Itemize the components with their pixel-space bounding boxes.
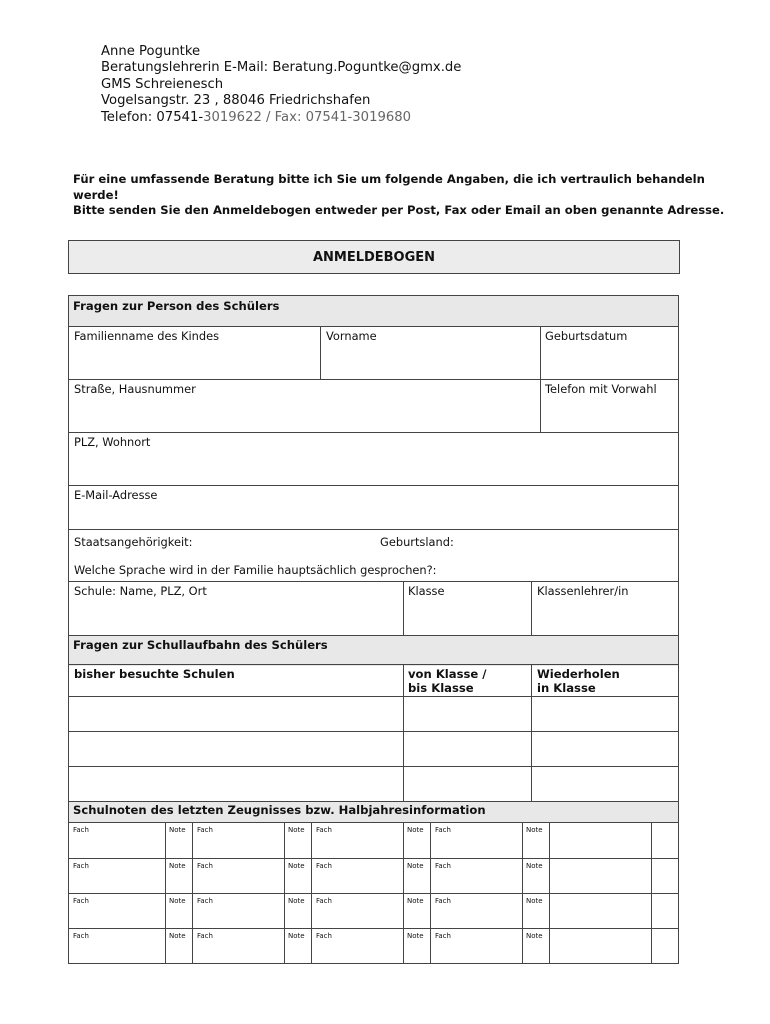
label-fach: Fach [197, 826, 213, 834]
grade-note-cell[interactable] [166, 894, 192, 928]
label-schule: Schule: Name, PLZ, Ort [74, 584, 207, 598]
label-fach: Fach [316, 897, 332, 905]
header-wiederholen [532, 665, 678, 696]
label-fach: Fach [435, 862, 451, 870]
contact-role-email: Beratungslehrerin E-Mail: Beratung.Poguntke@gmx.de [101, 60, 462, 76]
label-sprache: Welche Sprache wird in der Familie hauptsächlich gesprochen?: [74, 563, 437, 577]
grade-fach-cell[interactable] [431, 894, 522, 928]
grade-note-cell[interactable] [404, 823, 430, 858]
section-person-label: Fragen zur Person des Schülers [73, 299, 280, 313]
grade-extra-cell[interactable] [550, 894, 651, 928]
grade-fach-cell[interactable] [431, 929, 522, 963]
school-class-range-cell[interactable] [404, 767, 531, 801]
grade-extra-cell[interactable] [652, 823, 678, 858]
label-note: Note [288, 826, 305, 834]
contact-phone [101, 110, 461, 126]
label-note: Note [526, 897, 543, 905]
grade-note-cell[interactable] [285, 929, 311, 963]
grade-fach-cell[interactable] [431, 859, 522, 893]
field-strasse[interactable] [69, 380, 540, 432]
label-note: Note [526, 826, 543, 834]
school-repeat-cell[interactable] [532, 767, 678, 801]
field-geburtsdatum[interactable] [541, 327, 678, 379]
section-noten-label: Schulnoten des letzten Zeugnisses bzw. Halbjahresinformation [73, 803, 486, 817]
label-staatsangehoerigkeit: Staatsangehörigkeit: [74, 535, 193, 549]
field-plz-wohnort[interactable] [69, 433, 678, 485]
label-wiederholen: Wiederholen [537, 667, 620, 681]
label-telefon: Telefon mit Vorwahl [545, 382, 657, 396]
field-familienname[interactable] [69, 327, 320, 379]
label-fach: Fach [316, 826, 332, 834]
form-title [68, 240, 680, 274]
contact-phone-prefix: Telefon: 07541- [101, 109, 204, 125]
form-title-text: ANMELDEBOGEN [312, 249, 436, 265]
label-email: E-Mail-Adresse [74, 488, 158, 502]
grade-note-cell[interactable] [285, 859, 311, 893]
grade-note-cell[interactable] [166, 823, 192, 858]
grade-note-cell[interactable] [404, 929, 430, 963]
grade-fach-cell[interactable] [69, 929, 165, 963]
label-fach: Fach [73, 932, 89, 940]
label-geburtsland: Geburtsland: [380, 535, 454, 549]
field-geburtsland[interactable] [374, 530, 678, 550]
label-plz: PLZ, Wohnort [74, 435, 151, 449]
label-note: Note [526, 862, 543, 870]
label-klassenlehrer: Klassenlehrer/in [537, 584, 629, 598]
label-note: Note [407, 826, 424, 834]
contact-school: GMS Schreienesch [101, 76, 224, 92]
school-name-cell[interactable] [69, 697, 403, 731]
label-fach: Fach [435, 932, 451, 940]
label-bisher-schulen: bisher besuchte Schulen [74, 667, 235, 681]
grid-line [68, 801, 679, 802]
intro-text [73, 172, 733, 219]
label-note: Note [169, 897, 186, 905]
field-schule[interactable] [69, 582, 403, 635]
grade-note-cell[interactable] [404, 894, 430, 928]
label-note: Note [169, 932, 186, 940]
label-note: Note [288, 897, 305, 905]
field-klasse[interactable] [404, 582, 531, 635]
contact-name: Anne Poguntke [101, 44, 201, 59]
label-fach: Fach [197, 897, 213, 905]
grid-line [68, 963, 679, 964]
label-fach: Fach [435, 897, 451, 905]
grade-note-cell[interactable] [285, 823, 311, 858]
grade-extra-cell[interactable] [652, 859, 678, 893]
label-fach: Fach [73, 897, 89, 905]
label-fach: Fach [316, 862, 332, 870]
intro-line-2: werde! [73, 187, 119, 202]
section-header-laufbahn [68, 635, 679, 666]
label-note: Note [169, 862, 186, 870]
grade-note-cell[interactable] [523, 823, 549, 858]
grade-extra-cell[interactable] [550, 859, 651, 893]
school-class-range-cell[interactable] [404, 697, 531, 731]
grade-extra-cell[interactable] [550, 929, 651, 963]
label-note: Note [288, 932, 305, 940]
label-note: Note [407, 932, 424, 940]
label-note: Note [407, 862, 424, 870]
grid-line [68, 295, 679, 296]
label-familienname: Familienname des Kindes [74, 329, 220, 343]
section-laufbahn-label: Fragen zur Schullaufbahn des Schülers [73, 638, 328, 652]
contact-address-block [101, 44, 461, 126]
header-von-bis-klasse [404, 665, 531, 696]
grade-note-cell[interactable] [404, 859, 430, 893]
label-note: Note [526, 932, 543, 940]
field-staatsangehoerigkeit[interactable] [69, 530, 369, 550]
grade-fach-cell[interactable] [312, 929, 403, 963]
grade-note-cell[interactable] [523, 929, 549, 963]
grade-note-cell[interactable] [285, 894, 311, 928]
field-klassenlehrer[interactable] [532, 582, 678, 635]
grade-note-cell[interactable] [523, 894, 549, 928]
grade-fach-cell[interactable] [193, 823, 284, 858]
field-email[interactable] [69, 486, 678, 529]
grade-fach-cell[interactable] [193, 859, 284, 893]
field-vorname[interactable] [321, 327, 540, 379]
grade-note-cell[interactable] [166, 929, 192, 963]
grade-fach-cell[interactable] [431, 823, 522, 858]
label-strasse: Straße, Hausnummer [74, 382, 196, 396]
field-sprache[interactable] [69, 559, 678, 581]
label-fach: Fach [73, 826, 89, 834]
grade-fach-cell[interactable] [312, 894, 403, 928]
label-fach: Fach [435, 826, 451, 834]
grade-fach-cell[interactable] [193, 894, 284, 928]
label-von-klasse: von Klasse / [408, 667, 487, 681]
grade-fach-cell[interactable] [69, 859, 165, 893]
school-repeat-cell[interactable] [532, 732, 678, 766]
school-class-range-cell[interactable] [404, 732, 531, 766]
label-fach: Fach [197, 862, 213, 870]
section-header-noten [68, 802, 679, 822]
grade-extra-cell[interactable] [550, 823, 651, 858]
school-repeat-cell[interactable] [532, 697, 678, 731]
label-fach: Fach [73, 862, 89, 870]
label-fach: Fach [316, 932, 332, 940]
grade-fach-cell[interactable] [312, 859, 403, 893]
label-klasse: Klasse [408, 584, 445, 598]
label-note: Note [288, 862, 305, 870]
label-note: Note [169, 826, 186, 834]
school-name-cell[interactable] [69, 732, 403, 766]
label-in-klasse: in Klasse [537, 681, 596, 695]
grade-extra-cell[interactable] [652, 894, 678, 928]
grade-note-cell[interactable] [523, 859, 549, 893]
label-bis-klasse: bis Klasse [408, 681, 474, 695]
field-telefon[interactable] [541, 380, 678, 432]
label-geburtsdatum: Geburtsdatum [545, 329, 628, 343]
grade-fach-cell[interactable] [312, 823, 403, 858]
grade-fach-cell[interactable] [69, 894, 165, 928]
grade-extra-cell[interactable] [652, 929, 678, 963]
grade-note-cell[interactable] [166, 859, 192, 893]
grade-fach-cell[interactable] [193, 929, 284, 963]
label-fach: Fach [197, 932, 213, 940]
section-header-person [68, 296, 679, 327]
label-note: Note [407, 897, 424, 905]
label-vorname: Vorname [326, 329, 377, 343]
intro-line-1: Für eine umfassende Beratung bitte ich Sie um folgende Angaben, die ich vertraulich behandeln [73, 172, 705, 186]
grade-fach-cell[interactable] [69, 823, 165, 858]
intro-line-3: Bitte senden Sie den Anmeldebogen entweder per Post, Fax oder Email an oben genannte Adresse. [73, 203, 725, 218]
contact-street: Vogelsangstr. 23 , 88046 Friedrichshafen [101, 93, 371, 109]
grid-line [678, 295, 679, 964]
school-name-cell[interactable] [69, 767, 403, 801]
contact-phone-fax: 3019622 / Fax: 07541-3019680 [203, 109, 412, 125]
header-bisher-schulen [69, 665, 403, 696]
grid-line [68, 635, 679, 636]
